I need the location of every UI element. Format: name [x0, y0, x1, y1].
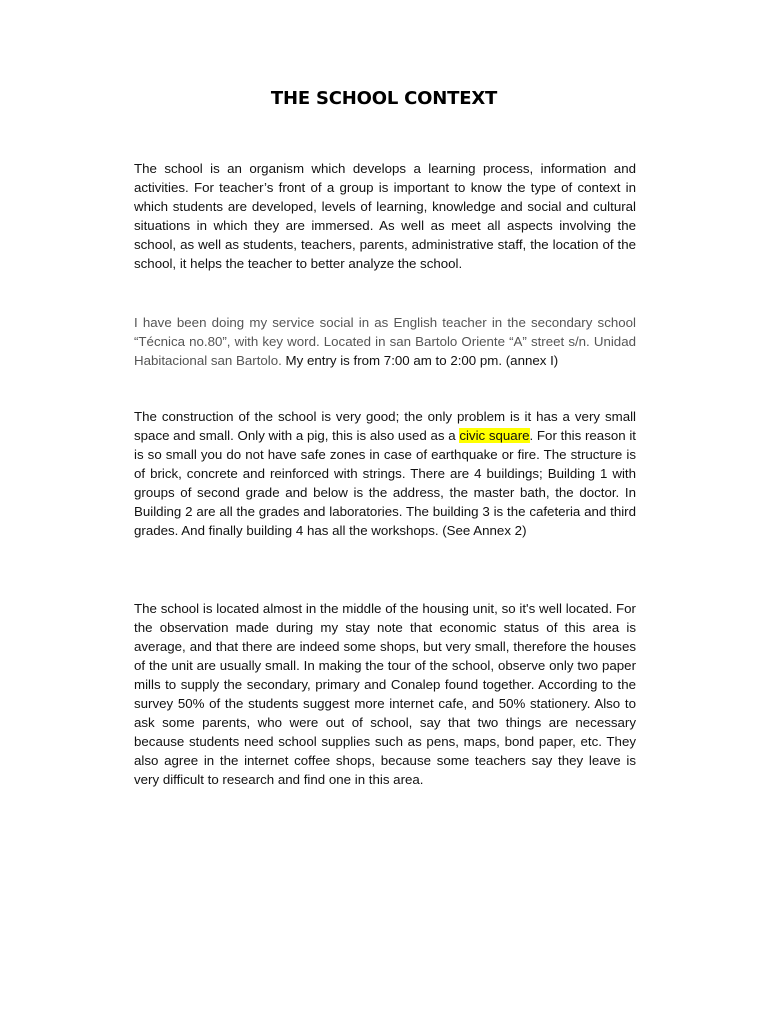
paragraph-construction-start: The construction of the school is very good; the only problem is it has a very small space and small. Only with a pig, this is also used as a: [134, 409, 636, 443]
paragraph-construction-end: . For this reason it is so small you do not have safe zones in case of earthquake or fire. The structure is of brick, concrete and reinforced with strings. There are 4 buildings; Building 1 with groups of second grade and below is the address, the master bath, the doctor. In Building 2 are all the grades and laboratories. The building 3 is the cafeteria and third grades. And finally building 4 has all the workshops. (See Annex 2): [134, 428, 636, 538]
paragraph-construction: [134, 407, 636, 540]
page-title: THE SCHOOL CONTEXT: [270, 88, 498, 109]
paragraph-service-location: I have been doing my service social in as English teacher in the secondary school “Técnica no.80”, with key word. Located in san Bartolo Oriente “A” street s/n. Unidad Habitacional san Bartolo.: [134, 315, 636, 368]
paragraph-service: [134, 313, 636, 370]
paragraph-intro: The school is an organism which develops a learning process, information and activities. For teacher’s front of a group is important to know the type of context in which students are developed, levels of learning, knowledge and social and cultural situations in which they are immersed. As well as meet all aspects involving the school, as well as students, teachers, parents, administrative staff, the location of the school, it helps the teacher to better analyze the school.: [134, 161, 636, 271]
highlighted-text: civic square: [459, 428, 530, 443]
paragraph-location: The school is located almost in the middle of the housing unit, so it's well located. For the observation made during my stay note that economic status of this area is average, and that there are indeed some shops, but very small, therefore the houses of the unit are usually small. In making the tour of the school, observe only two paper mills to supply the secondary, primary and Conalep found together. According to the survey 50% of the students suggest more internet cafe, and 50% stationery. Also to ask some parents, who were out of school, say that two things are necessary because students need school supplies such as pens, maps, bond paper, etc. They also agree in the internet coffee shops, because some teachers say they leave is very difficult to research and find one in this area.: [134, 601, 636, 787]
paragraph-service-schedule: My entry is from 7:00 am to 2:00 pm. (annex I): [281, 353, 559, 368]
